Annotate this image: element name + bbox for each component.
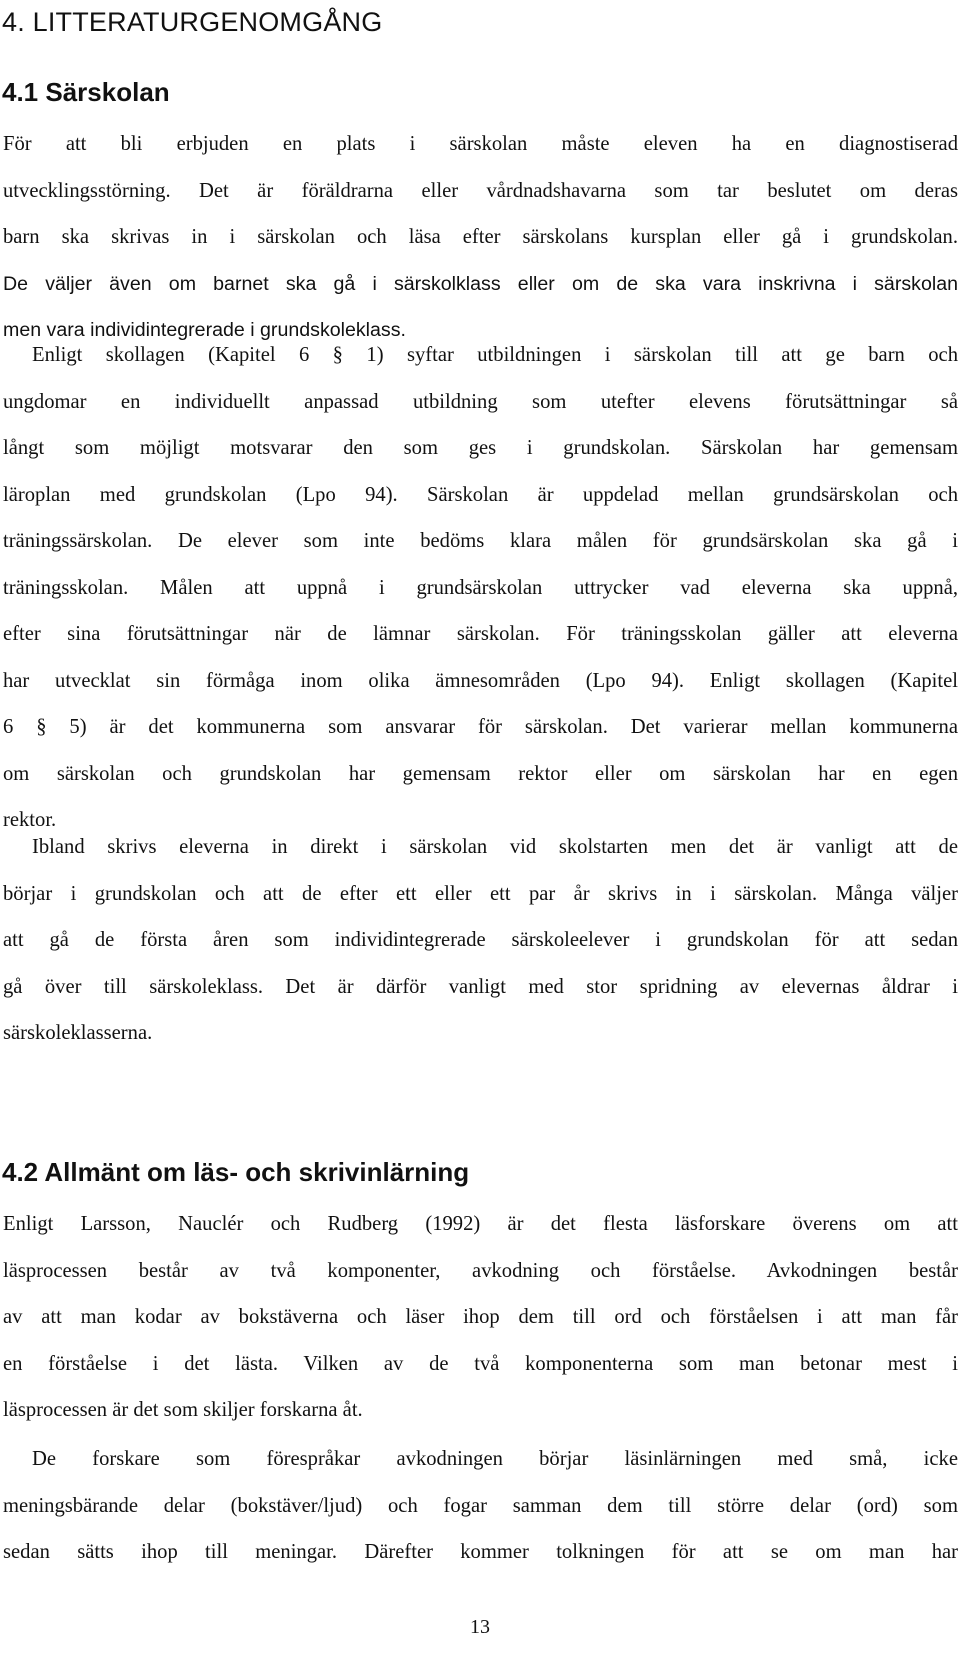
paragraph-3 [3,824,958,1057]
text-line: 6 § 5) är det kommunerna som ansvarar för särskolan. Det varierar mellan kommunerna [3,716,958,738]
text-line: läsprocessen består av två komponenter, avkodning och förståelse. Avkodningen består [3,1259,958,1282]
text-line: Enligt Larsson, Nauclér och Rudberg (1992) är det flesta läsforskare överens om att [3,1213,958,1235]
section-heading-las-och-skrivinlarning: 4.2 Allmänt om läs- och skrivinlärning [2,1157,470,1187]
text-line: De forskare som förespråkar avkodningen börjar läsinlärningen med små, icke [32,1448,958,1470]
text-line: barn ska skrivas in i särskolan och läsa efter särskolans kursplan eller gå i grundskolan. [3,226,958,248]
text-line: sedan sätts ihop till meningar. Därefter kommer tolkningen för att se om man har [3,1541,958,1563]
text-line: om särskolan och grundskolan har gemensam rektor eller om särskolan har en egen [3,762,958,785]
text-line: läsprocessen är det som skiljer forskarna åt. [3,1399,363,1421]
section-heading-sarskolan: 4.1 Särskolan [2,77,170,107]
text-line: en förståelse i det lästa. Vilken av de två komponenterna som man betonar mest i [3,1352,958,1375]
text-line: har utvecklat sin förmåga inom olika ämnesområden (Lpo 94). Enligt skollagen (Kapitel [3,669,958,692]
text-line: särskoleklasserna. [3,1022,153,1044]
text-line: att gå de första åren som individintegrerade särskoleelever i grundskolan för att sedan [3,929,958,951]
text-line: ungdomar en individuellt anpassad utbildning som utefter elevens förutsättningar så [3,390,958,413]
text-line: långt som möjligt motsvarar den som ges i grundskolan. Särskolan har gemensam [3,437,958,459]
text-line: börjar i grundskolan och att de efter ett eller ett par år skrivs in i särskolan. Många väljer [3,882,958,905]
page-number: 13 [470,1616,490,1638]
text-line: De väljer även om barnet ska gå i särskolklass eller om de ska vara inskrivna i särskolan [3,272,958,295]
paragraph-4 [3,1201,958,1434]
text-line: Enligt skollagen (Kapitel 6 § 1) syftar utbildningen i särskolan till att ge barn och [32,344,958,366]
chapter-heading: 4. LITTERATURGENOMGÅNG [2,7,383,37]
text-line: utvecklingsstörning. Det är föräldrarna eller vårdnadshavarna som tar beslutet om deras [3,179,958,202]
text-line: men vara individintegrerade i grundskoleklass. [3,319,406,341]
text-line: läroplan med grundskolan (Lpo 94). Särskolan är uppdelad mellan grundsärskolan och [3,483,958,506]
paragraph-5 [3,1436,958,1576]
paragraph-1 [3,121,958,354]
text-line: gå över till särskoleklass. Det är därför vanligt med stor spridning av elevernas åldrar i [3,975,958,998]
text-line: efter sina förutsättningar när de lämnar särskolan. För träningsskolan gäller att eleverna [3,623,958,645]
text-line: träningssärskolan. De elever som inte bedöms klara målen för grundsärskolan ska gå i [3,530,958,552]
paragraph-2 [3,332,958,844]
text-line: av att man kodar av bokstäverna och läser ihop dem till ord och förståelsen i att man får [3,1306,958,1328]
text-line: träningsskolan. Målen att uppnå i grundsärskolan uttrycker vad eleverna ska uppnå, [3,576,958,599]
text-line: meningsbärande delar (bokstäver/ljud) och fogar samman dem till större delar (ord) som [3,1494,958,1517]
text-line: Ibland skrivs eleverna in direkt i särskolan vid skolstarten men det är vanligt att de [32,836,958,858]
text-line: rektor. [3,809,57,831]
text-line: För att bli erbjuden en plats i särskolan måste eleven ha en diagnostiserad [3,133,958,155]
